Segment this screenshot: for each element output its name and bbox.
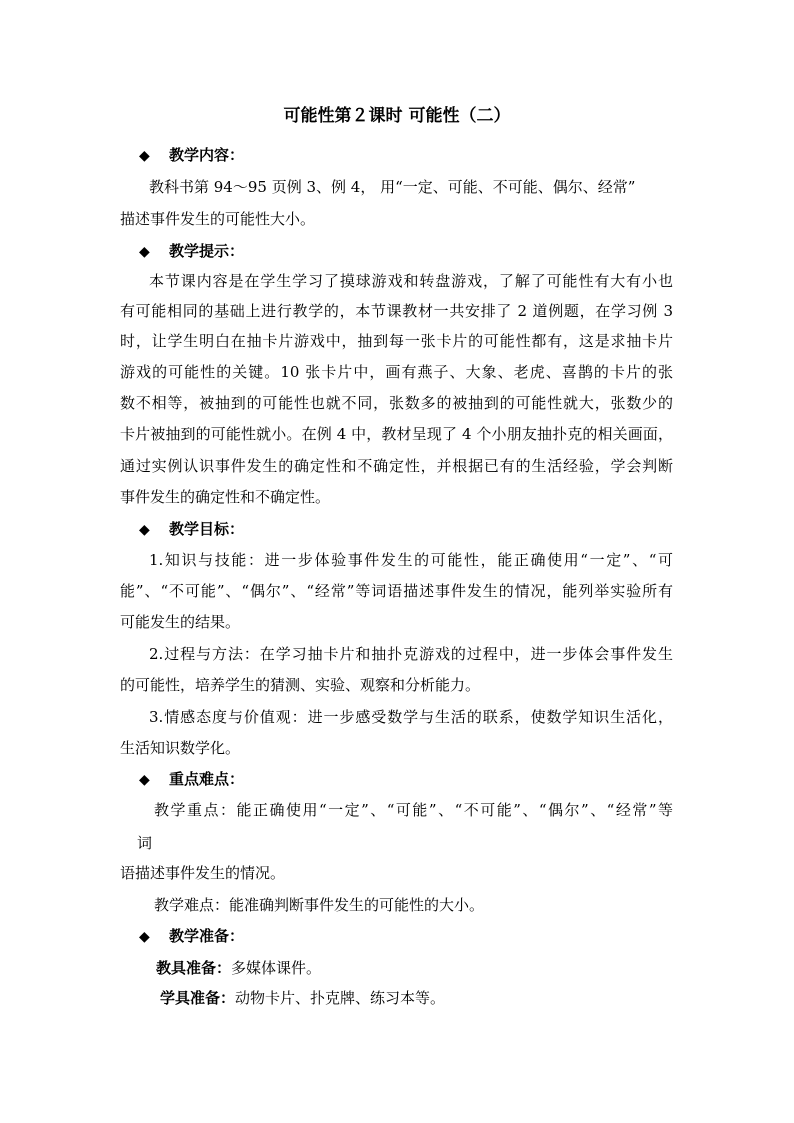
paragraph-line: 卡片被抽到的可能性就小。在例 4 中，教材呈现了 4 个小朋友抽扑克的相关画面， xyxy=(120,425,673,443)
diamond-bullet-icon: ◆ xyxy=(139,244,150,260)
diamond-bullet-icon: ◆ xyxy=(139,929,150,945)
diamond-bullet-icon: ◆ xyxy=(139,522,150,538)
paragraph-line: 本节课内容是在学生学习了摸球游戏和转盘游戏，了解了可能性有大有小也 xyxy=(149,272,673,290)
section-heading-preparation xyxy=(139,926,244,947)
paragraph-line: 数不相等，被抽到的可能性也就不同，张数多的被抽到的可能性就大，张数少的 xyxy=(120,394,673,412)
paragraph-line: 3.情感态度与价值观：进一步感受数学与生活的联系，使数学知识生活化， xyxy=(149,708,673,726)
paragraph-line: 事件发生的确定性和不确定性。 xyxy=(120,488,331,506)
paragraph-line: 通过实例认识事件发生的确定性和不确定性，并根据已有的生活经验，学会判断 xyxy=(120,457,673,475)
paragraph-line: 描述事件发生的可能性大小。 xyxy=(120,210,316,228)
paragraph-line: 2.过程与方法：在学习抽卡片和抽扑克游戏的过程中，进一步体会事件发生 xyxy=(149,645,673,663)
paragraph-line: 教学难点：能准确判断事件发生的可能性的大小。 xyxy=(154,896,485,914)
paragraph-line: 生活知识数学化。 xyxy=(120,739,241,757)
paragraph-line: 1.知识与技能：进一步体验事件发生的可能性，能正确使用“一定”、“可 xyxy=(149,551,673,569)
student-preparation xyxy=(160,988,445,1008)
page-title: 可能性第２课时 可能性（二） xyxy=(283,106,511,126)
student-preparation-label: 学具准备： xyxy=(160,989,236,1007)
paragraph-line: 词 xyxy=(137,834,153,852)
teacher-preparation-value: 多媒体课件。 xyxy=(231,959,322,977)
section-heading-key-points xyxy=(139,769,244,790)
paragraph-line: 能”、“不可能”、“偶尔”、“经常”等词语描述事件发生的情况，能列举实验所有 xyxy=(120,582,673,600)
section-heading-label: 重点难点： xyxy=(169,770,245,788)
section-heading-label: 教学目标： xyxy=(169,520,245,538)
paragraph-line: 有可能相同的基础上进行教学的，本节课教材一共安排了 2 道例题，在学习例 3 xyxy=(120,302,673,320)
section-heading-objectives xyxy=(139,519,244,540)
paragraph-line: 语描述事件发生的情况。 xyxy=(120,864,286,882)
paragraph-line: 教学重点：能正确使用“一定”、“可能”、“不可能”、“偶尔”、“经常”等 xyxy=(154,801,673,819)
section-heading-label: 教学提示： xyxy=(169,242,245,260)
paragraph-line: 可能发生的结果。 xyxy=(120,613,241,631)
diamond-bullet-icon: ◆ xyxy=(139,772,150,788)
student-preparation-value: 动物卡片、扑克牌、练习本等。 xyxy=(235,989,446,1007)
teacher-preparation xyxy=(156,958,321,978)
paragraph-line: 时，让学生明白在抽卡片游戏中，抽到每一张卡片的可能性都有，这是求抽卡片 xyxy=(120,332,673,350)
paragraph-line: 游戏的可能性的关键。10 张卡片中，画有燕子、大象、老虎、喜鹊的卡片的张 xyxy=(120,363,673,381)
section-heading-content xyxy=(139,145,244,166)
paragraph-line: 教科书第 94～95 页例 3、例 4， 用“一定、可能、不可能、偶尔、经常” xyxy=(149,178,636,196)
teacher-preparation-label: 教具准备： xyxy=(156,959,232,977)
section-heading-label: 教学内容： xyxy=(169,146,245,164)
paragraph-line: 的可能性，培养学生的猜测、实验、观察和分析能力。 xyxy=(120,676,481,694)
section-heading-label: 教学准备： xyxy=(169,927,245,945)
diamond-bullet-icon: ◆ xyxy=(139,148,150,164)
section-heading-hints xyxy=(139,241,244,262)
